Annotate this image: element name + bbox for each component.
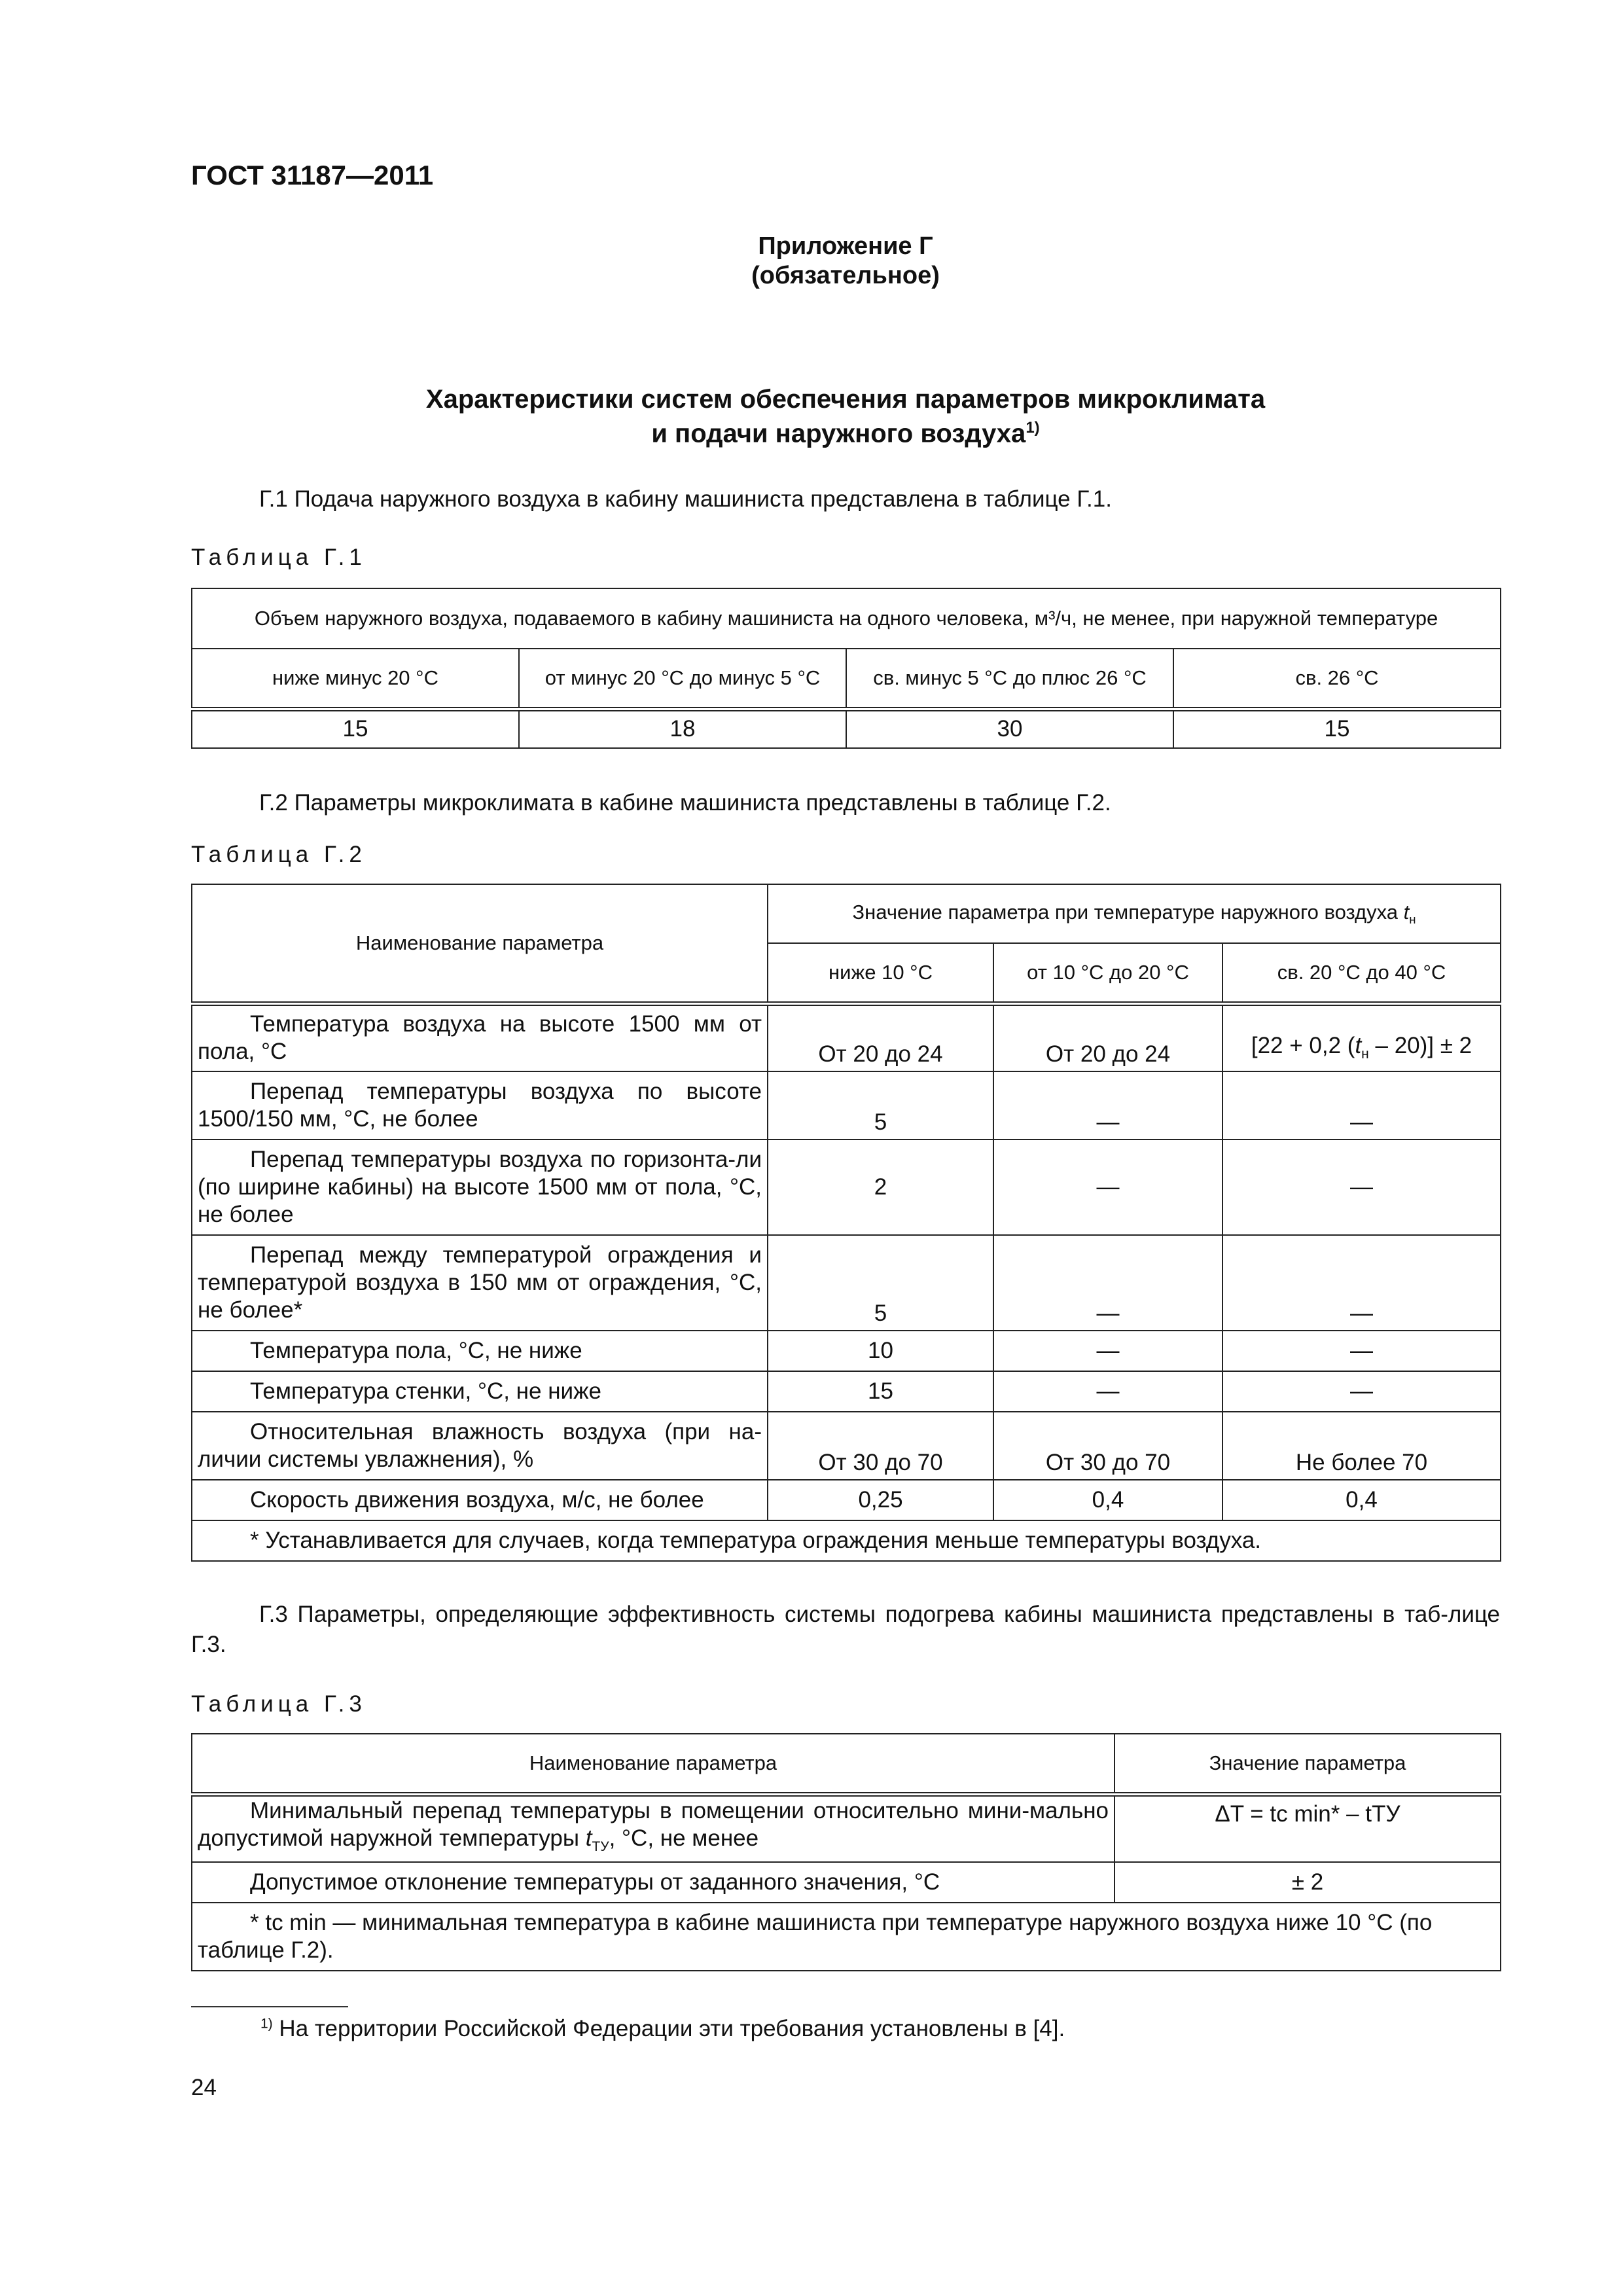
formula-cell: ΔT = tc min* – tТУ [1115, 1794, 1501, 1862]
annex-type: (обязательное) [751, 262, 940, 289]
table-g1-cell: 18 [519, 709, 846, 748]
table-g1-cell: 30 [846, 709, 1173, 748]
footnote [260, 2016, 1065, 2042]
heading-text: и подачи наружного воздуха [651, 419, 1026, 448]
table-g2 [191, 884, 1501, 1562]
value-cell: — [1222, 1235, 1501, 1331]
value-cell: 5 [768, 1071, 993, 1139]
value-cell: — [1222, 1331, 1501, 1371]
table-g3-col-name: Наименование параметра [192, 1734, 1115, 1794]
param-name: Температура стенки, °С, не ниже [192, 1371, 768, 1412]
table-row [192, 1139, 1501, 1235]
col-group-symbol: t [1403, 900, 1410, 924]
value-cell: — [993, 1331, 1222, 1371]
footnote-text: На территории Российской Федерации эти требования установлены в [4]. [279, 2016, 1065, 2041]
value-cell: ± 2 [1115, 1862, 1501, 1903]
param-name-text: Минимальный перепад температуры в помещении относительно мини-мально допустимой наружной температуры [198, 1797, 1109, 1851]
table-g3 [191, 1733, 1501, 1971]
param-name: Перепад температуры воздуха по горизонта-ли (по ширине кабины) на высоте 1500 мм от пола, °С, не более [192, 1139, 768, 1235]
table-g1-cell: 15 [1173, 709, 1501, 748]
value-cell: 0,25 [768, 1480, 993, 1520]
formula-prefix: [22 + 0,2 ( [1251, 1033, 1355, 1058]
table-g3-note: * tc min — минимальная температура в кабине машиниста при температуре наружного воздуха ниже 10 °С (по таблице Г.2). [192, 1903, 1501, 1971]
value-cell: — [1222, 1371, 1501, 1412]
value-cell: От 20 до 24 [993, 1003, 1222, 1071]
table-g1-col-header: от минус 20 °С до минус 5 °С [519, 649, 846, 709]
col-group-sub: н [1409, 912, 1416, 927]
section-heading-line2 [191, 419, 1500, 448]
param-name: Скорость движения воздуха, м/с, не более [192, 1480, 768, 1520]
paragraph-g3: Г.3 Параметры, определяющие эффективность системы подогрева кабины машиниста представлены в таб-лице Г.3. [191, 1602, 1500, 1657]
table-g2-note: * Устанавливается для случаев, когда температура ограждения меньше температуры воздуха. [192, 1520, 1501, 1561]
param-sub: ТУ [592, 1839, 609, 1854]
value-cell: — [993, 1071, 1222, 1139]
value-cell: 15 [768, 1371, 993, 1412]
value-cell: — [1222, 1139, 1501, 1235]
param-name: Температура пола, °С, не ниже [192, 1331, 768, 1371]
table-g2-col-header: ниже 10 °С [768, 943, 993, 1003]
table-g2-col-name: Наименование параметра [192, 884, 768, 1003]
table-row [192, 1794, 1501, 1862]
page-number: 24 [191, 2075, 217, 2100]
table-caption-g3: Таблица Г.3 [191, 1691, 366, 1717]
footnote-divider [191, 2006, 348, 2007]
value-cell: — [1222, 1071, 1501, 1139]
formula-symbol: t [1355, 1033, 1362, 1058]
formula-sub: н [1361, 1047, 1369, 1062]
col-group-label: Значение параметра при температуре наружного воздуха [852, 900, 1399, 924]
value-cell: От 30 до 70 [993, 1412, 1222, 1480]
param-name: Перепад температуры воздуха по высоте 1500/150 мм, °С, не более [192, 1071, 768, 1139]
value-cell: Не более 70 [1222, 1412, 1501, 1480]
value-cell: — [993, 1139, 1222, 1235]
table-g2-col-header: св. 20 °С до 40 °С [1222, 943, 1501, 1003]
table-g1-col-header: св. минус 5 °С до плюс 26 °С [846, 649, 1173, 709]
table-g1-header: Объем наружного воздуха, подаваемого в кабину машиниста на одного человека, м³/ч, не менее, при наружной температуре [192, 588, 1501, 649]
value-cell [1222, 1003, 1501, 1071]
table-caption-g1: Таблица Г.1 [191, 545, 366, 570]
param-name [192, 1794, 1115, 1862]
paragraph-g2: Г.2 Параметры микроклимата в кабине машиниста представлены в таблице Г.2. [259, 790, 1111, 816]
param-symbol: t [585, 1825, 592, 1851]
value-cell: 0,4 [993, 1480, 1222, 1520]
document-id: ГОСТ 31187—2011 [191, 160, 434, 190]
footnote-mark: 1) [260, 2016, 273, 2032]
param-name: Допустимое отклонение температуры от заданного значения, °С [192, 1862, 1115, 1903]
table-row [192, 1862, 1501, 1903]
table-g1 [191, 588, 1501, 749]
value-cell: От 30 до 70 [768, 1412, 993, 1480]
value-cell: 5 [768, 1235, 993, 1331]
table-g1-col-header: св. 26 °С [1173, 649, 1501, 709]
value-cell: 10 [768, 1331, 993, 1371]
param-name: Температура воздуха на высоте 1500 мм от пола, °С [192, 1003, 768, 1071]
table-row [192, 1371, 1501, 1412]
heading-footnote-mark: 1) [1026, 419, 1040, 437]
table-row [192, 1235, 1501, 1331]
annex-title: Приложение Г [758, 232, 933, 260]
table-row [192, 1071, 1501, 1139]
table-row [192, 1412, 1501, 1480]
value-cell: — [993, 1235, 1222, 1331]
table-row [192, 1480, 1501, 1520]
value-cell: От 20 до 24 [768, 1003, 993, 1071]
table-g1-col-header: ниже минус 20 °С [192, 649, 519, 709]
paragraph-g1: Г.1 Подача наружного воздуха в кабину машиниста представлена в таблице Г.1. [259, 486, 1112, 512]
table-g2-col-group [768, 884, 1501, 943]
value-cell: 0,4 [1222, 1480, 1501, 1520]
table-row [192, 1331, 1501, 1371]
value-cell: — [993, 1371, 1222, 1412]
table-g1-cell: 15 [192, 709, 519, 748]
param-name-suffix: , °С, не менее [609, 1825, 759, 1851]
param-name: Относительная влажность воздуха (при на-личии системы увлажнения), % [192, 1412, 768, 1480]
table-g3-col-value: Значение параметра [1115, 1734, 1501, 1794]
table-row [192, 1003, 1501, 1071]
formula-suffix: – 20)] ± 2 [1368, 1033, 1472, 1058]
table-caption-g2: Таблица Г.2 [191, 842, 366, 867]
table-g2-col-header: от 10 °С до 20 °С [993, 943, 1222, 1003]
value-cell: 2 [768, 1139, 993, 1235]
param-name: Перепад между температурой ограждения и температурой воздуха в 150 мм от ограждения, °С, не более* [192, 1235, 768, 1331]
section-heading-line1: Характеристики систем обеспечения параметров микроклимата [425, 385, 1266, 414]
